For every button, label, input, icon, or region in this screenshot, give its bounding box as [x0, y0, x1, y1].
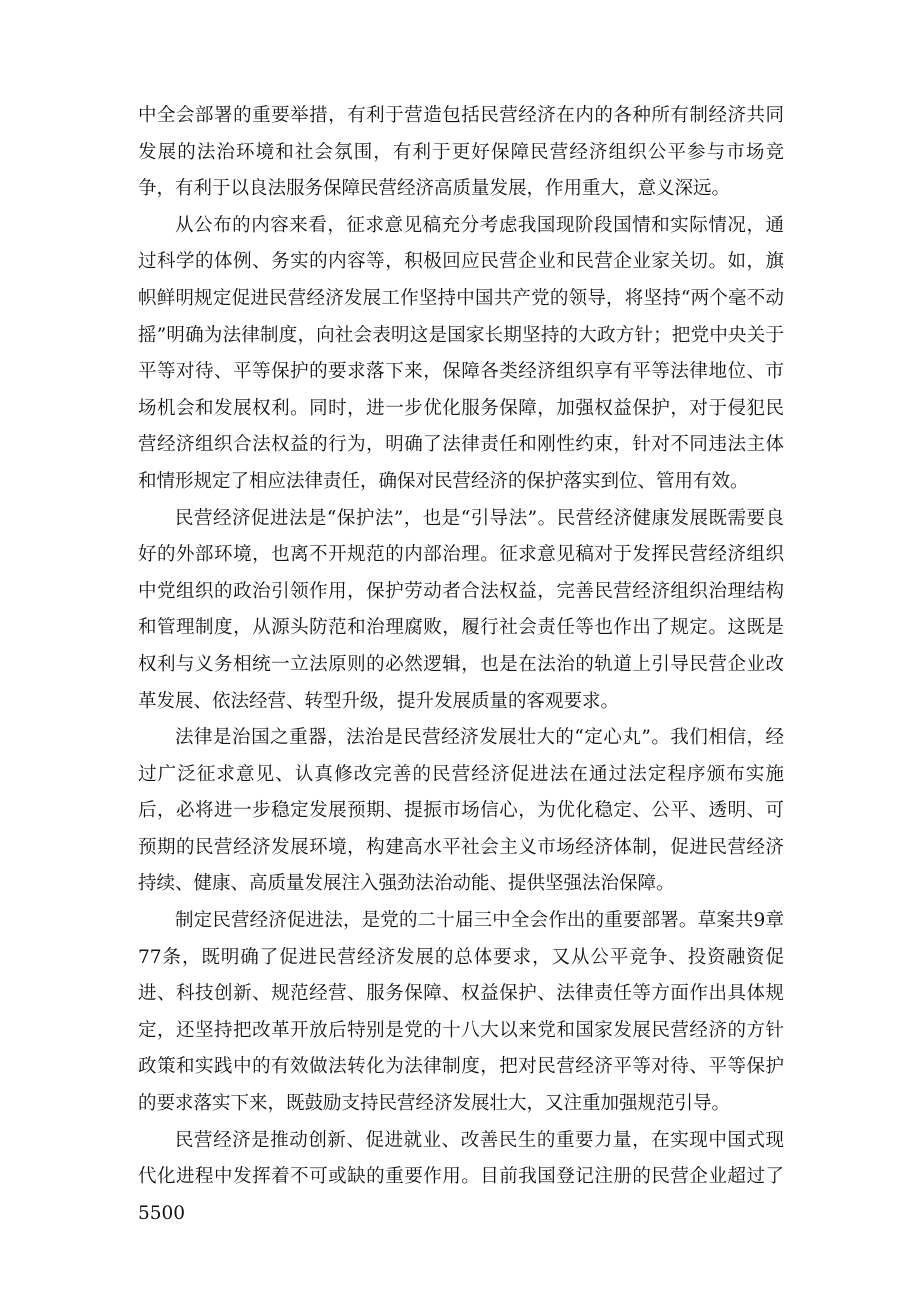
- paragraph-1: 中全会部署的重要举措，有利于营造包括民营经济在内的各种所有制经济共同发展的法治环境和社会氛围，有利于更好保障民营经济组织公平参与市场竞争，有利于以良法服务保障民营经济高质量发展，作用重大，意义深远。: [138, 105, 784, 200]
- paragraph-5: 制定民营经济促进法，是党的二十届三中全会作出的重要部署。草案共9章77条，既明确了促进民营经济发展的总体要求，又从公平竞争、投资融资促进、科技创新、规范经营、服务保障、权益保护、法律责任等方面作出具体规定，还坚持把改革开放后特别是党的十八大以来党和国家发展民营经济的方针政策和实践中的有效做法转化为法律制度，把对民营经济平等对待、平等保护的要求落实下来，既鼓励支持民营经济发展壮大，又注重加强规范引导。: [138, 910, 784, 1115]
- paragraph-4: 法律是治国之重器，法治是民营经济发展壮大的“定心丸”。我们相信，经过广泛征求意见、认真修改完善的民营经济促进法在通过法定程序颁布实施后，必将进一步稳定发展预期、提振市场信心，为优化稳定、公平、透明、可预期的民营经济发展环境，构建高水平社会主义市场经济体制，促进民营经济持续、健康、高质量发展注入强劲法治动能、提供坚强法治保障。: [138, 727, 784, 895]
- paragraph-6: 民营经济是推动创新、促进就业、改善民生的重要力量，在实现中国式现代化进程中发挥着不可或缺的重要作用。目前我国登记注册的民营企业超过了5500: [138, 1129, 784, 1224]
- paragraph-3: 民营经济促进法是“保护法”，也是“引导法”。民营经济健康发展既需要良好的外部环境，也离不开规范的内部治理。征求意见稿对于发挥民营经济组织中党组织的政治引领作用，保护劳动者合法权益，完善民营经济组织治理结构和管理制度，从源头防范和治理腐败，履行社会责任等也作出了规定。这既是权利与义务相统一立法原则的必然逻辑，也是在法治的轨道上引导民营企业改革发展、依法经营、转型升级，提升发展质量的客观要求。: [138, 507, 784, 712]
- document-body: [138, 98, 784, 1232]
- paragraph-2: 从公布的内容来看，征求意见稿充分考虑我国现阶段国情和实际情况，通过科学的体例、务实的内容等，积极回应民营企业和民营企业家关切。如，旗帜鲜明规定促进民营经济发展工作坚持中国共产党的领导，将坚持“两个毫不动摇”明确为法律制度，向社会表明这是国家长期坚持的大政方针；把党中央关于平等对待、平等保护的要求落下来，保障各类经济组织享有平等法律地位、市场机会和发展权利。同时，进一步优化服务保障，加强权益保护，对于侵犯民营经济组织合法权益的行为，明确了法律责任和刚性约束，针对不同违法主体和情形规定了相应法律责任，确保对民营经济的保护落实到位、管用有效。: [138, 214, 784, 492]
